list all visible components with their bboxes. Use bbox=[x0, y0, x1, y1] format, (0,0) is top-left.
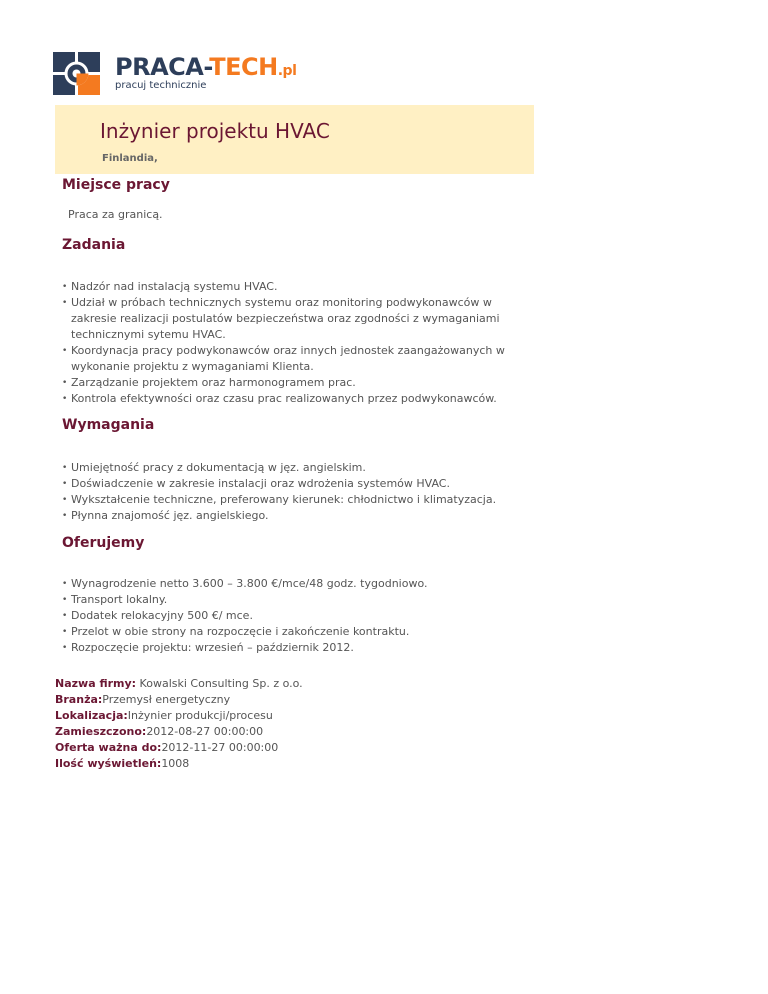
list-item: • Rozpoczęcie projektu: wrzesień – październik 2012. bbox=[62, 640, 532, 656]
list-item: • Udział w próbach technicznych systemu oraz monitoring podwykonawców w zakresie realizacji postulatów bezpieczeństwa oraz zgodności z wymaganiami technicznymi sytemu HVAC. bbox=[62, 295, 532, 343]
logo-tagline: pracuj technicznie bbox=[115, 80, 207, 91]
section-heading-offer: Oferujemy bbox=[62, 535, 145, 551]
logo-word-praca: PRACA- bbox=[115, 53, 210, 81]
list-item: • Wykształcenie techniczne, preferowany kierunek: chłodnictwo i klimatyzacja. bbox=[62, 492, 532, 508]
workplace-text: Praca za granicą. bbox=[68, 208, 163, 221]
list-item: • Doświadczenie w zakresie instalacji oraz wdrożenia systemów HVAC. bbox=[62, 476, 532, 492]
list-item: • Kontrola efektywności oraz czasu prac realizowanych przez podwykonawców. bbox=[62, 391, 532, 407]
list-item: • Płynna znajomość jęz. angielskiego. bbox=[62, 508, 532, 524]
logo-word-suffix: .pl bbox=[277, 63, 297, 79]
list-item: • Dodatek relokacyjny 500 €/ mce. bbox=[62, 608, 532, 624]
list-item: • Wynagrodzenie netto 3.600 – 3.800 €/mce/48 godz. tygodniowo. bbox=[62, 576, 532, 592]
list-item: • Koordynacja pracy podwykonawców oraz innych jednostek zaangażowanych w wykonanie projektu z wymaganiami Klienta. bbox=[62, 343, 532, 375]
meta-industry: Branża:Przemysł energetyczny bbox=[55, 693, 231, 706]
meta-location: Lokalizacja:Inżynier produkcji/procesu bbox=[55, 709, 273, 722]
list-item: • Zarządzanie projektem oraz harmonogramem prac. bbox=[62, 375, 532, 391]
list-item: • Nadzór nad instalacją systemu HVAC. bbox=[62, 279, 532, 295]
section-heading-workplace: Miejsce pracy bbox=[62, 177, 170, 193]
job-title: Inżynier projektu HVAC bbox=[100, 119, 330, 143]
logo-word-tech: TECH bbox=[209, 53, 278, 81]
list-item: • Przelot w obie strony na rozpoczęcie i zakończenie kontraktu. bbox=[62, 624, 532, 640]
meta-valid-until: Oferta ważna do:2012-11-27 00:00:00 bbox=[55, 741, 279, 754]
meta-company: Nazwa firmy: Kowalski Consulting Sp. z o.o. bbox=[55, 677, 303, 690]
requirements-list bbox=[62, 460, 532, 524]
gear-logo-icon bbox=[53, 52, 101, 96]
offer-list bbox=[62, 576, 532, 656]
meta-posted: Zamieszczono:2012-08-27 00:00:00 bbox=[55, 725, 264, 738]
tasks-list bbox=[62, 279, 532, 407]
list-item: • Umiejętność pracy z dokumentacją w jęz. angielskim. bbox=[62, 460, 532, 476]
meta-views: Ilość wyświetleń:1008 bbox=[55, 757, 190, 770]
job-header bbox=[55, 105, 534, 174]
section-heading-requirements: Wymagania bbox=[62, 417, 155, 433]
job-meta bbox=[55, 676, 303, 772]
section-heading-tasks: Zadania bbox=[62, 237, 126, 253]
list-item: • Transport lokalny. bbox=[62, 592, 532, 608]
job-location: Finlandia, bbox=[102, 153, 158, 164]
